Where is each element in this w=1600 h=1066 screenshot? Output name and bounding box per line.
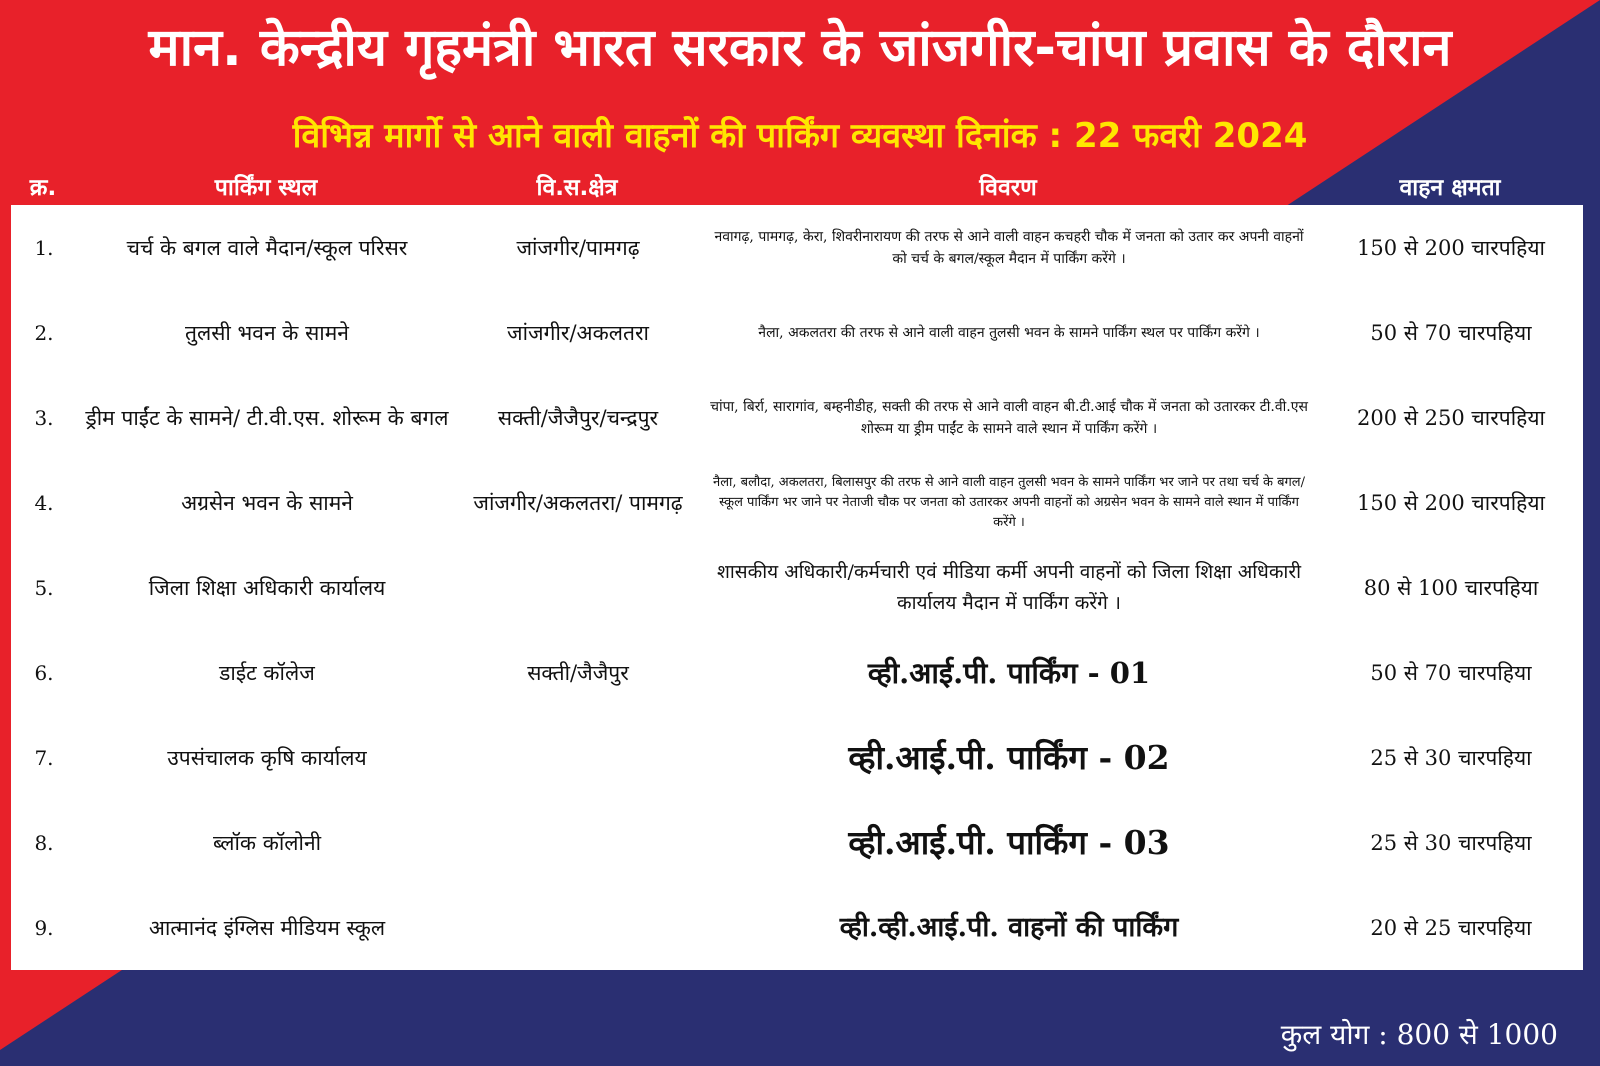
capacity-cell: 80 से 100 चारपहिया <box>1319 545 1583 630</box>
constituency-cell <box>457 800 699 885</box>
details-cell: व्ही.आई.पी. पार्किंग - 02 <box>699 715 1319 800</box>
details-cell: चांपा, बिर्रा, सारागांव, बम्हनीडीह, सक्ती की तरफ से आने वाली वाहन बी.टी.आई चौक में जनता को उतारकर टी.वी.एस शोरूम या ड्रीम पाईंट के सामने वाले स्थान में पार्किंग करेंगे । <box>699 375 1319 460</box>
table-row <box>11 545 1583 630</box>
poster-title: मान. केन्द्रीय गृहमंत्री भारत सरकार के जांजगीर-चांपा प्रवास के दौरान <box>148 18 1452 78</box>
capacity-cell: 200 से 250 चारपहिया <box>1319 375 1583 460</box>
column-header-location: पार्किंग स्थल <box>214 175 318 201</box>
capacity-cell: 150 से 200 चारपहिया <box>1319 205 1583 290</box>
details-cell: व्ही.व्ही.आई.पी. वाहनों की पार्किंग <box>699 885 1319 970</box>
location-cell: तुलसी भवन के सामने <box>77 290 457 375</box>
serial-cell: 2. <box>11 290 77 375</box>
location-cell: चर्च के बगल वाले मैदान/स्कूल परिसर <box>77 205 457 290</box>
details-cell: नवागढ़, पामगढ़, केरा, शिवरीनारायण की तरफ से आने वाली वाहन कचहरी चौक में जनता को उतार कर अपनी वाहनों को चर्च के बगल/स्कूल मैदान में पार्किंग करेंगे । <box>699 205 1319 290</box>
capacity-cell: 50 से 70 चारपहिया <box>1319 290 1583 375</box>
total-capacity: कुल योग : 800 से 1000 <box>1280 1018 1558 1051</box>
capacity-cell: 25 से 30 चारपहिया <box>1319 800 1583 885</box>
constituency-cell: जांजगीर/अकलतरा/ पामगढ़ <box>457 460 699 545</box>
details-cell: व्ही.आई.पी. पार्किंग - 03 <box>699 800 1319 885</box>
column-header-constituency: वि.स.क्षेत्र <box>536 175 618 201</box>
constituency-cell: जांजगीर/पामगढ़ <box>457 205 699 290</box>
constituency-cell: जांजगीर/अकलतरा <box>457 290 699 375</box>
location-cell: उपसंचालक कृषि कार्यालय <box>77 715 457 800</box>
constituency-cell: सक्ती/जैजैपुर <box>457 630 699 715</box>
column-header-capacity: वाहन क्षमता <box>1399 175 1501 201</box>
serial-cell: 9. <box>11 885 77 970</box>
serial-cell: 6. <box>11 630 77 715</box>
details-cell: नैला, अकलतरा की तरफ से आने वाली वाहन तुलसी भवन के सामने पार्किंग स्थल पर पार्किंग करेंगे । <box>699 290 1319 375</box>
serial-cell: 8. <box>11 800 77 885</box>
table-row <box>11 375 1583 460</box>
details-cell: नैला, बलौदा, अकलतरा, बिलासपुर की तरफ से आने वाली वाहन तुलसी भवन के सामने पार्किंग भर जाने पर तथा चर्च के बगल/स्कूल पार्किंग भर जाने पर नेताजी चौक पर जनता को उतारकर अपनी वाहनों को अग्रसेन भवन के सामने वाले स्थान में पार्किंग करेंगे । <box>699 460 1319 545</box>
capacity-cell: 25 से 30 चारपहिया <box>1319 715 1583 800</box>
serial-cell: 1. <box>11 205 77 290</box>
constituency-cell <box>457 885 699 970</box>
serial-cell: 7. <box>11 715 77 800</box>
column-header-details: विवरण <box>979 175 1037 201</box>
table-row <box>11 885 1583 970</box>
parking-table <box>10 204 1584 971</box>
capacity-cell: 20 से 25 चारपहिया <box>1319 885 1583 970</box>
location-cell: आत्मानंद इंग्लिस मीडियम स्कूल <box>77 885 457 970</box>
details-cell: व्ही.आई.पी. पार्किंग - 01 <box>699 630 1319 715</box>
constituency-cell <box>457 715 699 800</box>
location-cell: जिला शिक्षा अधिकारी कार्यालय <box>77 545 457 630</box>
location-cell: डाईट कॉलेज <box>77 630 457 715</box>
table-row <box>11 715 1583 800</box>
serial-cell: 4. <box>11 460 77 545</box>
table-row <box>11 290 1583 375</box>
location-cell: ड्रीम पाईंट के सामने/ टी.वी.एस. शोरूम के बगल <box>77 375 457 460</box>
poster-subtitle: विभिन्न मार्गो से आने वाली वाहनों की पार्किंग व्यवस्था दिनांक : 22 फवरी 2024 <box>292 116 1308 156</box>
capacity-cell: 50 से 70 चारपहिया <box>1319 630 1583 715</box>
table-row <box>11 630 1583 715</box>
serial-cell: 5. <box>11 545 77 630</box>
table-row <box>11 800 1583 885</box>
table-row <box>11 460 1583 545</box>
location-cell: अग्रसेन भवन के सामने <box>77 460 457 545</box>
serial-cell: 3. <box>11 375 77 460</box>
capacity-cell: 150 से 200 चारपहिया <box>1319 460 1583 545</box>
constituency-cell <box>457 545 699 630</box>
details-cell: शासकीय अधिकारी/कर्मचारी एवं मीडिया कर्मी अपनी वाहनों को जिला शिक्षा अधिकारी कार्यालय मैदान में पार्किंग करेंगे । <box>699 545 1319 630</box>
location-cell: ब्लॉक कॉलोनी <box>77 800 457 885</box>
column-header-serial: क्र. <box>29 175 57 201</box>
table-row <box>11 205 1583 290</box>
constituency-cell: सक्ती/जैजैपुर/चन्द्रपुर <box>457 375 699 460</box>
